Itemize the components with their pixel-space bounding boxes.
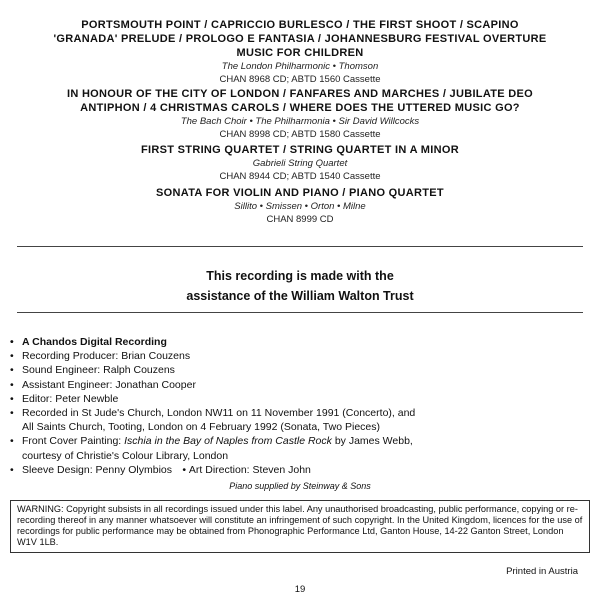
credits-list (10, 335, 590, 477)
recording-performers: Sillito • Smissen • Orton • Milne (234, 201, 366, 212)
recording-catalogue: CHAN 8944 CD; ABTD 1540 Cassette (219, 171, 381, 182)
recording-catalogue: CHAN 8999 CD (266, 214, 334, 225)
recording-title: FIRST STRING QUARTET / STRING QUARTET IN A MINOR (141, 144, 459, 156)
printed-in: Printed in Austria (506, 566, 578, 577)
trust-notice-line: This recording is made with the (206, 269, 394, 283)
credit-item: • Recorded in St Jude's Church, London NW11 on 11 November 1991 (Concerto), and (10, 406, 590, 420)
sleeve-design: Sleeve Design: Penny Olymbios (22, 463, 172, 476)
credit-item-continued: courtesy of Christie's Colour Library, London (22, 449, 229, 462)
recording-performers: The Bach Choir • The Philharmonia • Sir David Willcocks (180, 116, 420, 127)
recording-title: SONATA FOR VIOLIN AND PIANO / PIANO QUARTET (156, 187, 444, 199)
recording-title: 'GRANADA' PRELUDE / PROLOGO E FANTASIA / JOHANNESBURG FESTIVAL OVERTURE (53, 33, 547, 45)
recording-catalogue: CHAN 8968 CD; ABTD 1560 Cassette (219, 74, 381, 85)
cover-painting-title: Ischia in the Bay of Naples from Castle Rock (124, 435, 332, 448)
recording-title: ANTIPHON / 4 CHRISTMAS CAROLS / WHERE DOES THE UTTERED MUSIC GO? (80, 102, 520, 114)
bullet-separator: • (182, 463, 186, 476)
recording-group (20, 18, 580, 86)
credits-heading: • A Chandos Digital Recording (10, 335, 590, 349)
page-number: 19 (294, 584, 306, 595)
recording-catalogue: CHAN 8998 CD; ABTD 1580 Cassette (219, 129, 381, 140)
trust-notice (0, 266, 600, 306)
trust-notice-line: assistance of the William Walton Trust (186, 289, 414, 303)
credit-item: • Editor: Peter Newble (10, 392, 590, 406)
credit-item-cover (10, 434, 590, 448)
cover-suffix: by James Webb, (331, 435, 413, 448)
recording-performers: The London Philharmonic • Thomson (221, 61, 379, 72)
recording-performers: Gabrieli String Quartet (252, 158, 348, 169)
credit-item: • Recording Producer: Brian Couzens (10, 349, 590, 363)
art-direction: Art Direction: Steven John (188, 463, 311, 476)
credit-item-design (10, 463, 590, 477)
recording-title: PORTSMOUTH POINT / CAPRICCIO BURLESCO / THE FIRST SHOOT / SCAPINO (81, 19, 519, 31)
credit-item: • Assistant Engineer: Jonathan Cooper (10, 378, 590, 392)
recording-group (20, 87, 580, 141)
divider (17, 246, 583, 247)
piano-note: Piano supplied by Steinway & Sons (229, 481, 371, 491)
cover-prefix: Front Cover Painting: (22, 435, 125, 448)
recording-group (20, 186, 580, 226)
copyright-warning: WARNING: Copyright subsists in all recordings issued under this label. Any unauthorised broadcasting, public performance, copying or re-recording thereof in any manner whatsoever will constitute an infringement of such copyright. In the United Kingdom, licences for the use of recordings for public performance may be obtained from Phonographic Performance Ltd, Ganton House, 14-22 Ganton Street, London W1V 1LB. (10, 500, 590, 553)
divider (17, 312, 583, 313)
credit-item-continued: All Saints Church, Tooting, London on 4 February 1992 (Sonata, Two Pieces) (22, 421, 380, 434)
recording-title: MUSIC FOR CHILDREN (236, 47, 364, 59)
credit-item: • Sound Engineer: Ralph Couzens (10, 363, 590, 377)
recording-title: IN HONOUR OF THE CITY OF LONDON / FANFARES AND MARCHES / JUBILATE DEO (66, 88, 533, 100)
recording-group (20, 143, 580, 183)
